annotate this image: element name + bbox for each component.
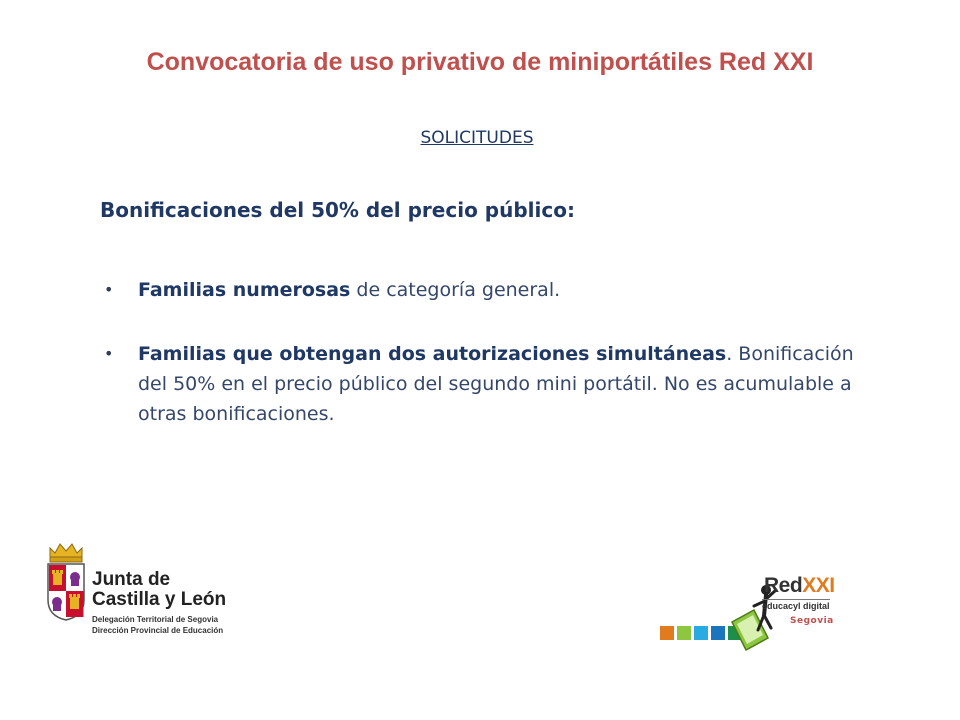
slide-title: Convocatoria de uso privativo de miniportátiles Red XXI: [146, 48, 814, 76]
bullet-text: de categoría general.: [350, 279, 561, 301]
bullet-list: [100, 275, 880, 429]
redxxi-tagline: educacyl digital: [762, 601, 830, 611]
redxxi-word-red: Red: [764, 574, 803, 597]
bullet-item: [100, 275, 880, 305]
bullet-text: . Bonificación del 50% en el precio público del segundo mini portátil. No es acumulable a otras bonificaciones.: [138, 343, 854, 425]
section-heading: Bonificaciones del 50% del precio público:: [100, 198, 575, 222]
junta-sub-line1: Delegación Territorial de Segovia: [92, 615, 219, 624]
bullet-bold-text: Familias que obtengan dos autorizaciones simultáneas: [138, 343, 727, 365]
color-square-icon: [660, 626, 674, 640]
junta-name-line1: Junta de: [92, 569, 171, 590]
coat-of-arms-icon: [44, 540, 88, 640]
junta-subtitle: [92, 614, 223, 636]
redxxi-logo: [658, 568, 854, 654]
color-square-icon: [694, 626, 708, 640]
junta-sub-line2: Dirección Provincial de Educación: [92, 626, 224, 635]
junta-name: [92, 570, 226, 610]
bullet-dot-icon: •: [104, 280, 114, 299]
bullet-dot-icon: •: [104, 344, 114, 363]
bullet-item: [100, 339, 880, 429]
redxxi-word-xxi: XXI: [802, 574, 835, 597]
redxxi-city: Segovia: [790, 616, 834, 626]
redxxi-wordmark: [764, 574, 835, 598]
junta-name-line2: Castilla y León: [92, 589, 227, 610]
color-square-icon: [677, 626, 691, 640]
bullet-bold-text: Familias numerosas: [138, 279, 351, 301]
junta-castilla-leon-logo: [44, 540, 274, 640]
color-square-icon: [711, 626, 725, 640]
section-subtitle: SOLICITUDES: [420, 128, 534, 148]
